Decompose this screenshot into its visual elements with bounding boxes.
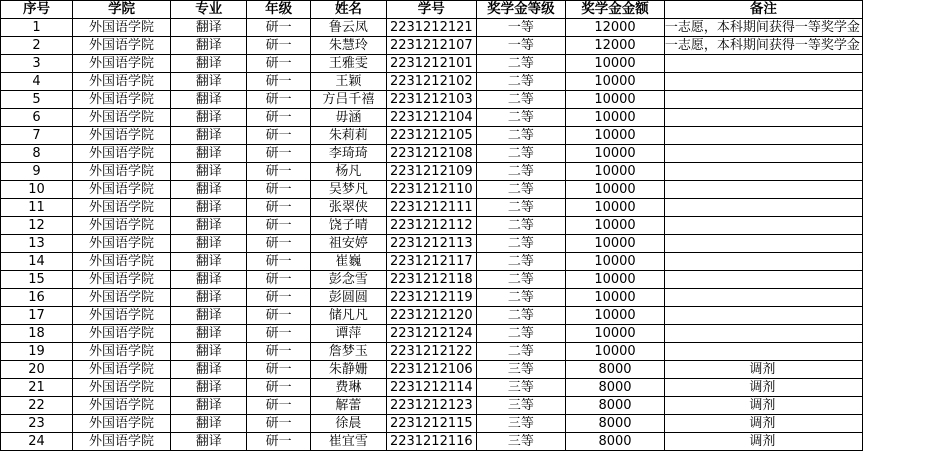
empty-cell[interactable] xyxy=(862,253,948,271)
cell-name[interactable]: 费琳 xyxy=(310,379,386,397)
cell-grade[interactable]: 研一 xyxy=(247,199,311,217)
cell-major[interactable]: 翻译 xyxy=(171,289,247,307)
cell-seq[interactable]: 4 xyxy=(1,73,73,91)
cell-amount[interactable]: 10000 xyxy=(566,73,665,91)
cell-amount[interactable]: 8000 xyxy=(566,415,665,433)
cell-major[interactable]: 翻译 xyxy=(171,379,247,397)
cell-major[interactable]: 翻译 xyxy=(171,361,247,379)
table-row xyxy=(1,37,948,55)
cell-grade[interactable]: 研一 xyxy=(247,163,311,181)
cell-seq[interactable]: 16 xyxy=(1,289,73,307)
cell-level[interactable]: 二等 xyxy=(476,289,566,307)
cell-seq[interactable]: 2 xyxy=(1,37,73,55)
cell-seq[interactable]: 22 xyxy=(1,397,73,415)
cell-college[interactable]: 外国语学院 xyxy=(72,19,170,37)
cell-note[interactable] xyxy=(664,181,862,199)
cell-grade[interactable]: 研一 xyxy=(247,91,311,109)
cell-level[interactable]: 一等 xyxy=(476,19,566,37)
cell-major[interactable]: 翻译 xyxy=(171,235,247,253)
cell-student-id[interactable]: 2231212123 xyxy=(387,397,477,415)
cell-major[interactable]: 翻译 xyxy=(171,307,247,325)
cell-major[interactable]: 翻译 xyxy=(171,37,247,55)
cell-level[interactable]: 二等 xyxy=(476,163,566,181)
cell-grade[interactable]: 研一 xyxy=(247,73,311,91)
cell-grade[interactable]: 研一 xyxy=(247,37,311,55)
cell-college[interactable]: 外国语学院 xyxy=(72,361,170,379)
cell-amount[interactable]: 10000 xyxy=(566,253,665,271)
cell-name[interactable]: 杨凡 xyxy=(310,163,386,181)
table-row xyxy=(1,163,948,181)
cell-note[interactable] xyxy=(664,127,862,145)
cell-grade[interactable]: 研一 xyxy=(247,343,311,361)
cell-note[interactable]: 调剂 xyxy=(664,379,862,397)
cell-note[interactable] xyxy=(664,73,862,91)
cell-name[interactable]: 储凡凡 xyxy=(310,307,386,325)
cell-amount[interactable]: 8000 xyxy=(566,433,665,451)
table-row xyxy=(1,181,948,199)
cell-grade[interactable]: 研一 xyxy=(247,235,311,253)
table-row xyxy=(1,433,948,451)
table-row xyxy=(1,343,948,361)
cell-college[interactable]: 外国语学院 xyxy=(72,415,170,433)
empty-cell[interactable] xyxy=(862,217,948,235)
cell-name[interactable]: 方吕千禧 xyxy=(310,91,386,109)
cell-college[interactable]: 外国语学院 xyxy=(72,379,170,397)
cell-level[interactable]: 三等 xyxy=(476,397,566,415)
cell-amount[interactable]: 10000 xyxy=(566,289,665,307)
table-row xyxy=(1,307,948,325)
cell-amount[interactable]: 8000 xyxy=(566,361,665,379)
cell-student-id[interactable]: 2231212110 xyxy=(387,181,477,199)
cell-level[interactable]: 二等 xyxy=(476,127,566,145)
cell-student-id[interactable]: 2231212109 xyxy=(387,163,477,181)
cell-note[interactable] xyxy=(664,55,862,73)
cell-note[interactable]: 一志愿，本科期间获得一等奖学金 xyxy=(664,37,862,55)
empty-cell[interactable] xyxy=(862,55,948,73)
cell-college[interactable]: 外国语学院 xyxy=(72,37,170,55)
cell-college[interactable]: 外国语学院 xyxy=(72,199,170,217)
cell-amount[interactable]: 10000 xyxy=(566,181,665,199)
cell-major[interactable]: 翻译 xyxy=(171,271,247,289)
cell-seq[interactable]: 3 xyxy=(1,55,73,73)
cell-student-id[interactable]: 2231212106 xyxy=(387,361,477,379)
cell-grade[interactable]: 研一 xyxy=(247,289,311,307)
cell-amount[interactable]: 10000 xyxy=(566,235,665,253)
cell-college[interactable]: 外国语学院 xyxy=(72,433,170,451)
table-row xyxy=(1,415,948,433)
cell-note[interactable]: 调剂 xyxy=(664,397,862,415)
cell-college[interactable]: 外国语学院 xyxy=(72,181,170,199)
empty-cell[interactable] xyxy=(862,289,948,307)
cell-note[interactable] xyxy=(664,199,862,217)
cell-major[interactable]: 翻译 xyxy=(171,145,247,163)
cell-name[interactable]: 彭圆圆 xyxy=(310,289,386,307)
cell-amount[interactable]: 10000 xyxy=(566,109,665,127)
cell-student-id[interactable]: 2231212108 xyxy=(387,145,477,163)
cell-student-id[interactable]: 2231212114 xyxy=(387,379,477,397)
cell-college[interactable]: 外国语学院 xyxy=(72,271,170,289)
cell-level[interactable]: 二等 xyxy=(476,109,566,127)
cell-amount[interactable]: 10000 xyxy=(566,55,665,73)
cell-seq[interactable]: 9 xyxy=(1,163,73,181)
header-cell-name[interactable]: 姓名 xyxy=(310,1,386,19)
cell-major[interactable]: 翻译 xyxy=(171,181,247,199)
cell-student-id[interactable]: 2231212105 xyxy=(387,127,477,145)
cell-grade[interactable]: 研一 xyxy=(247,271,311,289)
cell-note[interactable] xyxy=(664,253,862,271)
cell-amount[interactable]: 10000 xyxy=(566,217,665,235)
cell-amount[interactable]: 12000 xyxy=(566,37,665,55)
cell-seq[interactable]: 6 xyxy=(1,109,73,127)
cell-grade[interactable]: 研一 xyxy=(247,379,311,397)
empty-cell[interactable] xyxy=(862,73,948,91)
empty-cell[interactable] xyxy=(862,379,948,397)
cell-name[interactable]: 毋涵 xyxy=(310,109,386,127)
cell-major[interactable]: 翻译 xyxy=(171,397,247,415)
cell-college[interactable]: 外国语学院 xyxy=(72,109,170,127)
cell-level[interactable]: 二等 xyxy=(476,181,566,199)
empty-cell[interactable] xyxy=(862,37,948,55)
cell-seq[interactable]: 17 xyxy=(1,307,73,325)
cell-note[interactable] xyxy=(664,289,862,307)
cell-grade[interactable]: 研一 xyxy=(247,307,311,325)
header-cell-note[interactable]: 备注 xyxy=(664,1,862,19)
empty-cell[interactable] xyxy=(862,235,948,253)
cell-note[interactable]: 一志愿，本科期间获得一等奖学金 xyxy=(664,19,862,37)
empty-cell[interactable] xyxy=(862,271,948,289)
cell-seq[interactable]: 23 xyxy=(1,415,73,433)
header-cell-college[interactable]: 学院 xyxy=(72,1,170,19)
table-row xyxy=(1,235,948,253)
cell-amount[interactable]: 8000 xyxy=(566,379,665,397)
cell-amount[interactable]: 10000 xyxy=(566,163,665,181)
cell-student-id[interactable]: 2231212115 xyxy=(387,415,477,433)
cell-note[interactable] xyxy=(664,271,862,289)
cell-college[interactable]: 外国语学院 xyxy=(72,217,170,235)
cell-college[interactable]: 外国语学院 xyxy=(72,307,170,325)
cell-amount[interactable]: 10000 xyxy=(566,91,665,109)
cell-level[interactable]: 二等 xyxy=(476,73,566,91)
cell-name[interactable]: 王雅雯 xyxy=(310,55,386,73)
cell-student-id[interactable]: 2231212111 xyxy=(387,199,477,217)
cell-name[interactable]: 张翠侠 xyxy=(310,199,386,217)
table-row xyxy=(1,325,948,343)
cell-seq[interactable]: 18 xyxy=(1,325,73,343)
cell-seq[interactable]: 12 xyxy=(1,217,73,235)
empty-cell[interactable] xyxy=(862,343,948,361)
cell-name[interactable]: 谭萍 xyxy=(310,325,386,343)
cell-college[interactable]: 外国语学院 xyxy=(72,145,170,163)
cell-grade[interactable]: 研一 xyxy=(247,433,311,451)
cell-name[interactable]: 吴梦凡 xyxy=(310,181,386,199)
empty-cell[interactable] xyxy=(862,307,948,325)
table-row xyxy=(1,379,948,397)
cell-major[interactable]: 翻译 xyxy=(171,325,247,343)
cell-major[interactable]: 翻译 xyxy=(171,109,247,127)
cell-level[interactable]: 二等 xyxy=(476,55,566,73)
cell-amount[interactable]: 10000 xyxy=(566,199,665,217)
header-row xyxy=(1,1,948,19)
cell-name[interactable]: 王颖 xyxy=(310,73,386,91)
cell-seq[interactable]: 1 xyxy=(1,19,73,37)
table-row xyxy=(1,19,948,37)
cell-name[interactable]: 李琦琦 xyxy=(310,145,386,163)
cell-grade[interactable]: 研一 xyxy=(247,253,311,271)
cell-student-id[interactable]: 2231212119 xyxy=(387,289,477,307)
table-row xyxy=(1,271,948,289)
empty-cell[interactable] xyxy=(862,433,948,451)
cell-student-id[interactable]: 2231212122 xyxy=(387,343,477,361)
cell-college[interactable]: 外国语学院 xyxy=(72,73,170,91)
cell-level[interactable]: 二等 xyxy=(476,199,566,217)
cell-level[interactable]: 三等 xyxy=(476,379,566,397)
cell-student-id[interactable]: 2231212117 xyxy=(387,253,477,271)
cell-amount[interactable]: 10000 xyxy=(566,127,665,145)
cell-major[interactable]: 翻译 xyxy=(171,433,247,451)
cell-seq[interactable]: 11 xyxy=(1,199,73,217)
cell-grade[interactable]: 研一 xyxy=(247,19,311,37)
cell-grade[interactable]: 研一 xyxy=(247,217,311,235)
cell-name[interactable]: 朱静姗 xyxy=(310,361,386,379)
table-row xyxy=(1,145,948,163)
cell-grade[interactable]: 研一 xyxy=(247,415,311,433)
cell-note[interactable] xyxy=(664,307,862,325)
cell-major[interactable]: 翻译 xyxy=(171,199,247,217)
cell-level[interactable]: 一等 xyxy=(476,37,566,55)
empty-cell[interactable] xyxy=(862,1,948,19)
header-cell-id[interactable]: 学号 xyxy=(387,1,477,19)
cell-name[interactable]: 朱莉莉 xyxy=(310,127,386,145)
table-body xyxy=(1,19,948,451)
cell-grade[interactable]: 研一 xyxy=(247,397,311,415)
empty-cell[interactable] xyxy=(862,199,948,217)
cell-college[interactable]: 外国语学院 xyxy=(72,325,170,343)
cell-level[interactable]: 二等 xyxy=(476,325,566,343)
cell-college[interactable]: 外国语学院 xyxy=(72,397,170,415)
cell-level[interactable]: 二等 xyxy=(476,271,566,289)
empty-cell[interactable] xyxy=(862,361,948,379)
cell-grade[interactable]: 研一 xyxy=(247,109,311,127)
table-row xyxy=(1,109,948,127)
cell-seq[interactable]: 20 xyxy=(1,361,73,379)
cell-seq[interactable]: 10 xyxy=(1,181,73,199)
cell-level[interactable]: 三等 xyxy=(476,433,566,451)
cell-student-id[interactable]: 2231212120 xyxy=(387,307,477,325)
cell-note[interactable] xyxy=(664,145,862,163)
table-row xyxy=(1,397,948,415)
cell-college[interactable]: 外国语学院 xyxy=(72,253,170,271)
cell-major[interactable]: 翻译 xyxy=(171,55,247,73)
table-row xyxy=(1,199,948,217)
empty-cell[interactable] xyxy=(862,415,948,433)
cell-college[interactable]: 外国语学院 xyxy=(72,343,170,361)
cell-level[interactable]: 三等 xyxy=(476,415,566,433)
table-row xyxy=(1,127,948,145)
cell-note[interactable] xyxy=(664,235,862,253)
cell-college[interactable]: 外国语学院 xyxy=(72,163,170,181)
cell-name[interactable]: 崔巍 xyxy=(310,253,386,271)
cell-student-id[interactable]: 2231212118 xyxy=(387,271,477,289)
cell-note[interactable] xyxy=(664,217,862,235)
cell-name[interactable]: 徐晨 xyxy=(310,415,386,433)
empty-cell[interactable] xyxy=(862,91,948,109)
cell-college[interactable]: 外国语学院 xyxy=(72,91,170,109)
empty-cell[interactable] xyxy=(862,145,948,163)
empty-cell[interactable] xyxy=(862,19,948,37)
cell-major[interactable]: 翻译 xyxy=(171,217,247,235)
cell-level[interactable]: 二等 xyxy=(476,145,566,163)
table-row xyxy=(1,91,948,109)
cell-note[interactable]: 调剂 xyxy=(664,433,862,451)
cell-amount[interactable]: 10000 xyxy=(566,343,665,361)
cell-grade[interactable]: 研一 xyxy=(247,325,311,343)
cell-seq[interactable]: 5 xyxy=(1,91,73,109)
empty-cell[interactable] xyxy=(862,181,948,199)
cell-seq[interactable]: 21 xyxy=(1,379,73,397)
cell-level[interactable]: 二等 xyxy=(476,217,566,235)
table-row xyxy=(1,217,948,235)
cell-major[interactable]: 翻译 xyxy=(171,163,247,181)
cell-student-id[interactable]: 2231212124 xyxy=(387,325,477,343)
header-cell-grade[interactable]: 年级 xyxy=(247,1,311,19)
empty-cell[interactable] xyxy=(862,109,948,127)
cell-major[interactable]: 翻译 xyxy=(171,73,247,91)
empty-cell[interactable] xyxy=(862,163,948,181)
cell-amount[interactable]: 8000 xyxy=(566,397,665,415)
cell-level[interactable]: 二等 xyxy=(476,235,566,253)
cell-note[interactable] xyxy=(664,109,862,127)
cell-major[interactable]: 翻译 xyxy=(171,253,247,271)
cell-major[interactable]: 翻译 xyxy=(171,19,247,37)
cell-name[interactable]: 祖安婷 xyxy=(310,235,386,253)
cell-note[interactable] xyxy=(664,163,862,181)
cell-name[interactable]: 崔宜雪 xyxy=(310,433,386,451)
cell-seq[interactable]: 15 xyxy=(1,271,73,289)
cell-college[interactable]: 外国语学院 xyxy=(72,289,170,307)
cell-college[interactable]: 外国语学院 xyxy=(72,235,170,253)
cell-amount[interactable]: 10000 xyxy=(566,271,665,289)
cell-seq[interactable]: 14 xyxy=(1,253,73,271)
cell-student-id[interactable]: 2231212121 xyxy=(387,19,477,37)
header-cell-amount[interactable]: 奖学金金额 xyxy=(566,1,665,19)
cell-name[interactable]: 彭念雪 xyxy=(310,271,386,289)
cell-major[interactable]: 翻译 xyxy=(171,415,247,433)
cell-student-id[interactable]: 2231212112 xyxy=(387,217,477,235)
cell-seq[interactable]: 8 xyxy=(1,145,73,163)
cell-college[interactable]: 外国语学院 xyxy=(72,55,170,73)
empty-cell[interactable] xyxy=(862,127,948,145)
header-cell-seq[interactable]: 序号 xyxy=(1,1,73,19)
cell-name[interactable]: 饶子晴 xyxy=(310,217,386,235)
cell-amount[interactable]: 10000 xyxy=(566,145,665,163)
header-cell-major[interactable]: 专业 xyxy=(171,1,247,19)
cell-grade[interactable]: 研一 xyxy=(247,55,311,73)
cell-major[interactable]: 翻译 xyxy=(171,343,247,361)
cell-student-id[interactable]: 2231212104 xyxy=(387,109,477,127)
cell-student-id[interactable]: 2231212116 xyxy=(387,433,477,451)
cell-note[interactable] xyxy=(664,91,862,109)
cell-note[interactable] xyxy=(664,343,862,361)
cell-name[interactable]: 鲁云凤 xyxy=(310,19,386,37)
table-row xyxy=(1,73,948,91)
cell-note[interactable] xyxy=(664,325,862,343)
cell-college[interactable]: 外国语学院 xyxy=(72,127,170,145)
cell-name[interactable]: 解蕾 xyxy=(310,397,386,415)
cell-amount[interactable]: 12000 xyxy=(566,19,665,37)
cell-student-id[interactable]: 2231212102 xyxy=(387,73,477,91)
cell-seq[interactable]: 24 xyxy=(1,433,73,451)
cell-student-id[interactable]: 2231212113 xyxy=(387,235,477,253)
table-row xyxy=(1,55,948,73)
cell-level[interactable]: 三等 xyxy=(476,361,566,379)
cell-seq[interactable]: 7 xyxy=(1,127,73,145)
cell-note[interactable]: 调剂 xyxy=(664,415,862,433)
header-cell-level[interactable]: 奖学金等级 xyxy=(476,1,566,19)
cell-grade[interactable]: 研一 xyxy=(247,361,311,379)
cell-grade[interactable]: 研一 xyxy=(247,145,311,163)
cell-major[interactable]: 翻译 xyxy=(171,127,247,145)
cell-seq[interactable]: 13 xyxy=(1,235,73,253)
cell-name[interactable]: 朱慧玲 xyxy=(310,37,386,55)
cell-major[interactable]: 翻译 xyxy=(171,91,247,109)
cell-level[interactable]: 二等 xyxy=(476,343,566,361)
cell-student-id[interactable]: 2231212101 xyxy=(387,55,477,73)
cell-amount[interactable]: 10000 xyxy=(566,325,665,343)
empty-cell[interactable] xyxy=(862,397,948,415)
table-row xyxy=(1,361,948,379)
cell-student-id[interactable]: 2231212103 xyxy=(387,91,477,109)
cell-note[interactable]: 调剂 xyxy=(664,361,862,379)
cell-student-id[interactable]: 2231212107 xyxy=(387,37,477,55)
empty-cell[interactable] xyxy=(862,325,948,343)
cell-level[interactable]: 二等 xyxy=(476,91,566,109)
cell-amount[interactable]: 10000 xyxy=(566,307,665,325)
cell-seq[interactable]: 19 xyxy=(1,343,73,361)
cell-name[interactable]: 詹梦玉 xyxy=(310,343,386,361)
cell-grade[interactable]: 研一 xyxy=(247,181,311,199)
cell-grade[interactable]: 研一 xyxy=(247,127,311,145)
cell-level[interactable]: 二等 xyxy=(476,307,566,325)
table-row xyxy=(1,253,948,271)
table-row xyxy=(1,289,948,307)
cell-level[interactable]: 二等 xyxy=(476,253,566,271)
